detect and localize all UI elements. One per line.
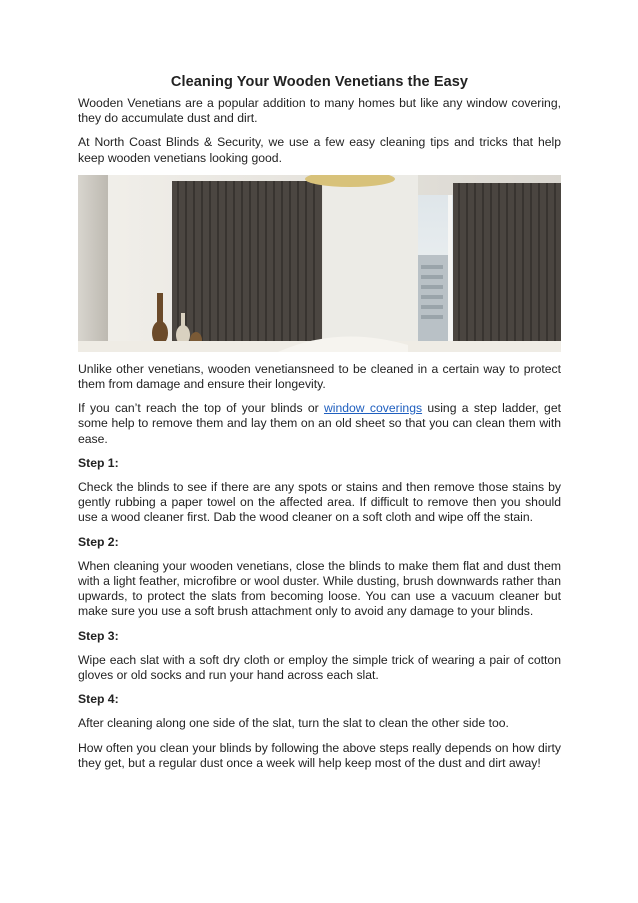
intro-paragraph: Wooden Venetians are a popular addition to many homes but like any window covering, they do accumulate dust and dirt. bbox=[78, 96, 561, 126]
step-2-text: When cleaning your wooden venetians, close the blinds to make them flat and dust them with a light feather, microfibre or wool duster. While dusting, brush downwards rather than upwards, to protect the slats from becoming loose. You can use a vacuum cleaner but make sure you use a soft brush attachment only to avoid any damage to your blinds. bbox=[78, 558, 561, 619]
vertical-blinds-photo bbox=[78, 175, 561, 352]
page-title: Cleaning Your Wooden Venetians the Easy bbox=[170, 74, 469, 90]
step-4-text: After cleaning along one side of the slat, turn the slat to clean the other side too. bbox=[78, 716, 509, 731]
reach-paragraph bbox=[78, 401, 561, 447]
protection-paragraph: Unlike other venetians, wooden venetiansneed to be cleaned in a certain way to protect them from damage and ensure their longevity. bbox=[78, 361, 561, 392]
step-4-heading: Step 4: bbox=[78, 692, 119, 707]
step-2-heading: Step 2: bbox=[78, 534, 119, 549]
window-coverings-link[interactable]: window coverings bbox=[323, 401, 423, 416]
intro-paragraph-2: At North Coast Blinds & Security, we use a few easy cleaning tips and tricks that help keep wooden venetians looking good. bbox=[78, 135, 561, 165]
reach-text-before: If you can’t reach the top of your blinds or bbox=[78, 401, 324, 416]
step-3-text: Wipe each slat with a soft dry cloth or employ the simple trick of wearing a pair of cotton gloves or old socks and run your hand across each slat. bbox=[78, 652, 561, 683]
right-blind bbox=[453, 183, 561, 343]
step-1-text: Check the blinds to see if there are any spots or stains and then remove those stains by gently rubbing a paper towel on the affected area. If difficult to remove then you should use a wood cleaner first. Dab the wood cleaner on a soft cloth and wipe off the stain. bbox=[78, 480, 561, 525]
step-1-heading: Step 1: bbox=[78, 455, 119, 470]
step-3-heading: Step 3: bbox=[78, 628, 119, 643]
document-page bbox=[78, 74, 561, 780]
reach-text-after: using a step ladder, get some help to remove them and lay them on an old sheet so that you can clean them with ease. bbox=[78, 401, 561, 446]
closing-paragraph: How often you clean your blinds by following the above steps really depends on how dirty they get, but a regular dust once a week will help keep most of the dust and dirt away! bbox=[78, 740, 561, 770]
left-blind bbox=[172, 181, 322, 341]
